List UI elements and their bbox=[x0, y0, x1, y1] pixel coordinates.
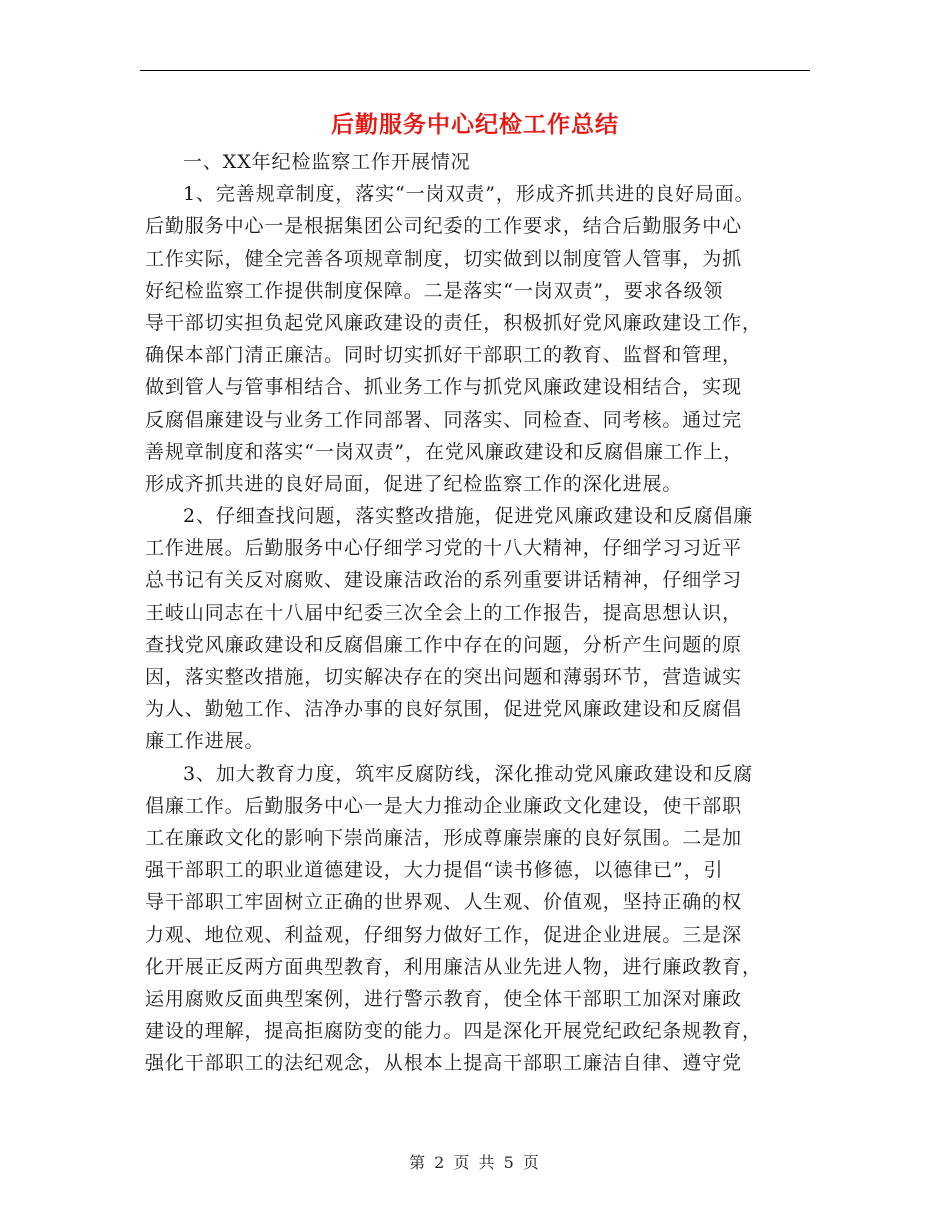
paragraph-line: 工作实际，健全完善各项规章制度，切实做到以制度管人管事，为抓 bbox=[145, 247, 743, 270]
paragraph-first-line: 一、XX年纪检监察工作开展情况 bbox=[183, 151, 471, 173]
paragraph-line: 强化干部职工的法纪观念，从根本上提高干部职工廉洁自律、遵守党 bbox=[145, 1052, 743, 1075]
header-rule bbox=[140, 70, 810, 71]
document-title: 后勤服务中心纪检工作总结 bbox=[331, 111, 619, 138]
paragraph-line: 工在廉政文化的影响下崇尚廉洁，形成尊廉崇廉的良好氛围。二是加 bbox=[145, 826, 743, 849]
paragraph-line: 工作进展。后勤服务中心仔细学习党的十八大精神，仔细学习习近平 bbox=[145, 537, 743, 560]
paragraph-line: 确保本部门清正廉洁。同时切实抓好干部职工的教育、监督和管理， bbox=[145, 344, 743, 367]
paragraph-line: 力观、地位观、利益观，仔细努力做好工作，促进企业进展。三是深 bbox=[145, 923, 743, 946]
paragraph-line: 好纪检监察工作提供制度保障。二是落实“一岗双责”，要求各级领 bbox=[145, 279, 724, 302]
paragraph-line: 因，落实整改措施，切实解决存在的突出问题和薄弱环节，营造诚实 bbox=[145, 666, 743, 688]
paragraph-line: 建设的理解，提高拒腐防变的能力。四是深化开展党纪政纪条规教育， bbox=[145, 1020, 762, 1043]
paragraph-line: 廉工作进展。 bbox=[145, 730, 265, 753]
paragraph-line: 后勤服务中心一是根据集团公司纪委的工作要求，结合后勤服务中心 bbox=[145, 215, 743, 238]
paragraph-line: 倡廉工作。后勤服务中心一是大力推动企业廉政文化建设，使干部职 bbox=[145, 794, 743, 817]
paragraph-line: 导干部切实担负起党风廉政建设的责任，积极抓好党风廉政建设工作， bbox=[145, 311, 762, 334]
paragraph-line: 总书记有关反对腐败、建设廉洁政治的系列重要讲话精神，仔细学习 bbox=[145, 569, 743, 592]
paragraph-line: 化开展正反两方面典型教育，利用廉洁从业先进人物，进行廉政教育， bbox=[145, 955, 762, 978]
page-number: 第 2 页 共 5 页 bbox=[409, 1153, 541, 1172]
paragraph-line: 为人、勤勉工作、洁净办事的良好氛围，促进党风廉政建设和反腐倡 bbox=[145, 698, 743, 721]
paragraph-line: 做到管人与管事相结合、抓业务工作与抓党风廉政建设相结合，实现 bbox=[145, 376, 743, 399]
paragraph-line: 导干部职工牢固树立正确的世界观、人生观、价值观，坚持正确的权 bbox=[145, 891, 743, 914]
paragraph-first-line: 1、完善规章制度，落实“一岗双责”，形成齐抓共进的良好局面。 bbox=[183, 183, 755, 206]
paragraph-line: 善规章制度和落实“一岗双责”，在党风廉政建设和反腐倡廉工作上， bbox=[145, 440, 744, 463]
paragraph-line: 查找党风廉政建设和反腐倡廉工作中存在的问题，分析产生问题的原 bbox=[145, 633, 743, 656]
paragraph-line: 形成齐抓共进的良好局面，促进了纪检监察工作的深化进展。 bbox=[145, 472, 683, 495]
paragraph-first-line: 3、加大教育力度，筑牢反腐防线，深化推动党风廉政建设和反腐 bbox=[183, 762, 754, 785]
document-body bbox=[145, 146, 825, 1079]
paragraph-line: 王岐山同志在十八届中纪委三次全会上的工作报告，提高思想认识， bbox=[145, 601, 743, 624]
paragraph-line: 反腐倡廉建设与业务工作同部署、同落实、同检查、同考核。通过完 bbox=[145, 408, 743, 431]
paragraph-first-line: 2、仔细查找问题，落实整改措施，促进党风廉政建设和反腐倡廉 bbox=[183, 505, 754, 528]
paragraph-line: 强干部职工的职业道德建设，大力提倡“读书修德，以德律已”，引 bbox=[145, 859, 724, 882]
paragraph-line: 运用腐败反面典型案例，进行警示教育，使全体干部职工加深对廉政 bbox=[145, 987, 743, 1010]
